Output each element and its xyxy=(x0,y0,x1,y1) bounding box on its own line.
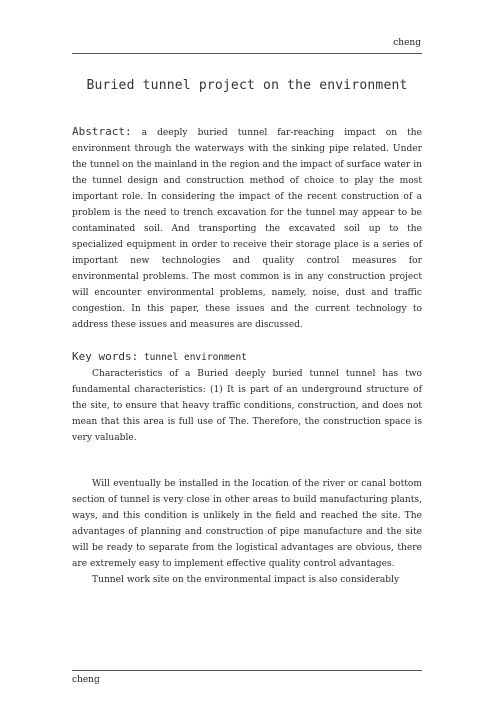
body-paragraph-3: Tunnel work site on the environmental impact is also considerably xyxy=(92,575,400,585)
abstract-label: Abstract: xyxy=(72,125,132,138)
body-paragraph-1: Characteristics of a Buried deeply buried tunnel tunnel has two fundamental characteristics: (1) It is part of an underground structure of the site, to ensure that heavy traffic conditions, construction, and does not mean that this area is full use of The. Therefore, the construction space is very valuable. xyxy=(72,369,422,443)
page-header: cheng xyxy=(393,38,421,48)
abstract-paragraph xyxy=(72,124,422,333)
spacer xyxy=(72,333,422,349)
page-footer: cheng xyxy=(72,675,100,685)
document-body xyxy=(72,124,422,588)
document-title: Buried tunnel project on the environment xyxy=(86,78,408,93)
keywords-paragraph xyxy=(72,349,422,366)
header-rule xyxy=(72,53,422,54)
footer-rule xyxy=(72,670,422,671)
keywords-label: Key words: xyxy=(72,350,139,363)
body-paragraph-2: Will eventually be installed in the location of the river or canal bottom section of tunnel is very close in other areas to build manufacturing plants, ways, and this condition is unlikely in the field and reached the site. The advantages of planning and construction of pipe manufacture and the site will be ready to separate from the logistical advantages are obvious, there are extremely easy to implement effective quality control advantages. xyxy=(72,479,422,569)
keywords-text: tunnel environment xyxy=(138,352,247,363)
abstract-text: a deeply buried tunnel far-reaching impact on the environment through the waterways with the sinking pipe related. Under the tunnel on the mainland in the region and the impact of surface water in the tunnel design and construction method of choice to play the most important role. In considering the impact of the recent construction of a problem is the need to trench excavation for the tunnel may appear to be contaminated soil. And transporting the excavated soil up to the specialized equipment in order to receive their storage place is a series of important new technologies and quality control measures for environmental problems. The most common is in any construction project will encounter environmental problems, namely, noise, dust and traffic congestion. In this paper, these issues and the current technology to address these issues and measures are discussed. xyxy=(72,128,422,330)
spacer xyxy=(72,446,422,476)
